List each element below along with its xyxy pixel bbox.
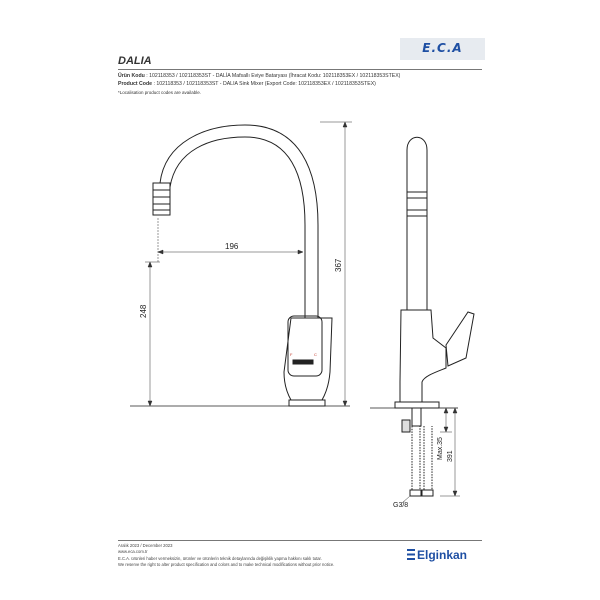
side-body: [400, 310, 446, 402]
footer-divider: [118, 540, 482, 541]
footer-date: Aralık 2023 / December 2023: [118, 543, 173, 548]
mixer-body: [284, 318, 332, 400]
eca-logo-text: E.C.A: [422, 41, 463, 55]
product-code-en-label: Product Code: [118, 81, 153, 87]
dim-g38: G3/8: [393, 502, 409, 509]
elginkan-text: Elginkan: [417, 548, 468, 562]
flex-hose-left: [412, 426, 420, 490]
flex-hose-right: [424, 426, 432, 490]
elginkan-mark-icon: [407, 549, 415, 560]
footer-disclaimer-en: We reserve the right to alter product specification and colors and to make technical modifications without prior notice.: [118, 562, 335, 567]
spout-outer: [160, 125, 318, 318]
elginkan-logo: [407, 548, 467, 562]
side-spout: [407, 137, 427, 310]
footer-disclaimer-tr: E.C.A. ürünleri haber vermeksizin, ürünler ve ürünlerin teknik detaylarında değişiklik yapma hakkını saklı tutar.: [118, 556, 322, 561]
dim-248: 248: [139, 304, 148, 318]
dim-max35: Max.35: [437, 437, 444, 460]
footer-website[interactable]: www.eca.com.tr: [118, 549, 148, 554]
dim-196: 196: [225, 242, 239, 251]
svg-text:F: F: [290, 352, 293, 357]
product-code-tr-label: Ürün Kodu: [118, 73, 145, 79]
svg-text:C: C: [314, 352, 317, 357]
side-lever: [446, 312, 474, 366]
product-code-tr-value: : 102118353 / 102118353ST - DALİA Mafsallı Eviye Bataryası (İhracat Kodu: 102118353EX / 102118353STEX): [146, 73, 401, 79]
lever-handle: [288, 316, 322, 376]
dim-367: 367: [334, 258, 343, 272]
localisation-note: *Localisation product codes are available.: [118, 90, 202, 95]
spout-inner: [170, 137, 305, 318]
product-code-en-value: : 102118353 / 102118353ST - DALIA Sink Mixer (Export Code: 102118353EX / 102118353STEX): [153, 81, 376, 87]
product-title: DALIA: [118, 55, 152, 67]
dim-391: 391: [447, 450, 454, 462]
